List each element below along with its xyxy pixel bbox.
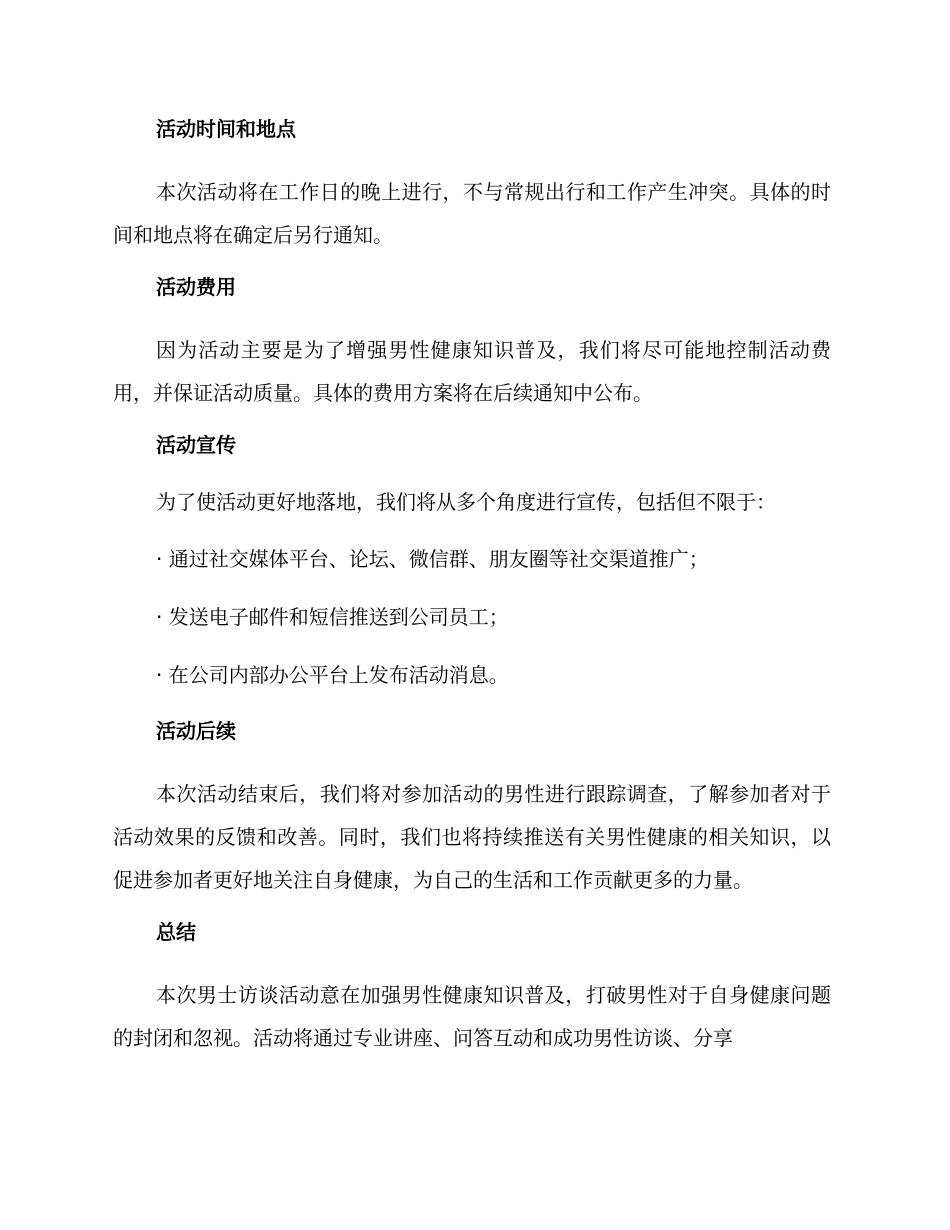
section-heading-promotion: 活动宣传 — [156, 433, 236, 457]
promotion-intro: 为了使活动更好地落地，我们将从多个角度进行宣传，包括但不限于： — [156, 490, 776, 514]
section-paragraph-followup: 本次活动结束后，我们将对参加活动的男性进行跟踪调查，了解参加者对于活动效果的反馈和改善。同时，我们也将持续推送有关男性健康的相关知识，以促进参加者更好地关注自身健康，为自己的生活和工作贡献更多的力量。 — [113, 782, 831, 892]
section-heading-followup: 活动后续 — [156, 719, 236, 743]
section-heading-time-place: 活动时间和地点 — [156, 117, 296, 141]
section-paragraph-summary: 本次男士访谈活动意在加强男性健康知识普及，打破男性对于自身健康问题的封闭和忽视。活动将通过专业讲座、问答互动和成功男性访谈、分享 — [113, 983, 831, 1050]
section-heading-cost: 活动费用 — [156, 275, 236, 299]
promotion-bullet-item: · 发送电子邮件和短信推送到公司员工； — [156, 605, 509, 629]
promotion-bullet-item: · 在公司内部办公平台上发布活动消息。 — [156, 663, 509, 687]
document-page — [113, 114, 831, 1075]
promotion-bullet-item: · 通过社交媒体平台、论坛、微信群、朋友圈等社交渠道推广； — [156, 547, 709, 571]
section-paragraph-cost: 因为活动主要是为了增强男性健康知识普及，我们将尽可能地控制活动费用，并保证活动质量。具体的费用方案将在后续通知中公布。 — [113, 338, 831, 405]
section-paragraph-time-place: 本次活动将在工作日的晚上进行，不与常规出行和工作产生冲突。具体的时间和地点将在确定后另行通知。 — [113, 180, 831, 247]
section-heading-summary: 总结 — [156, 920, 196, 944]
